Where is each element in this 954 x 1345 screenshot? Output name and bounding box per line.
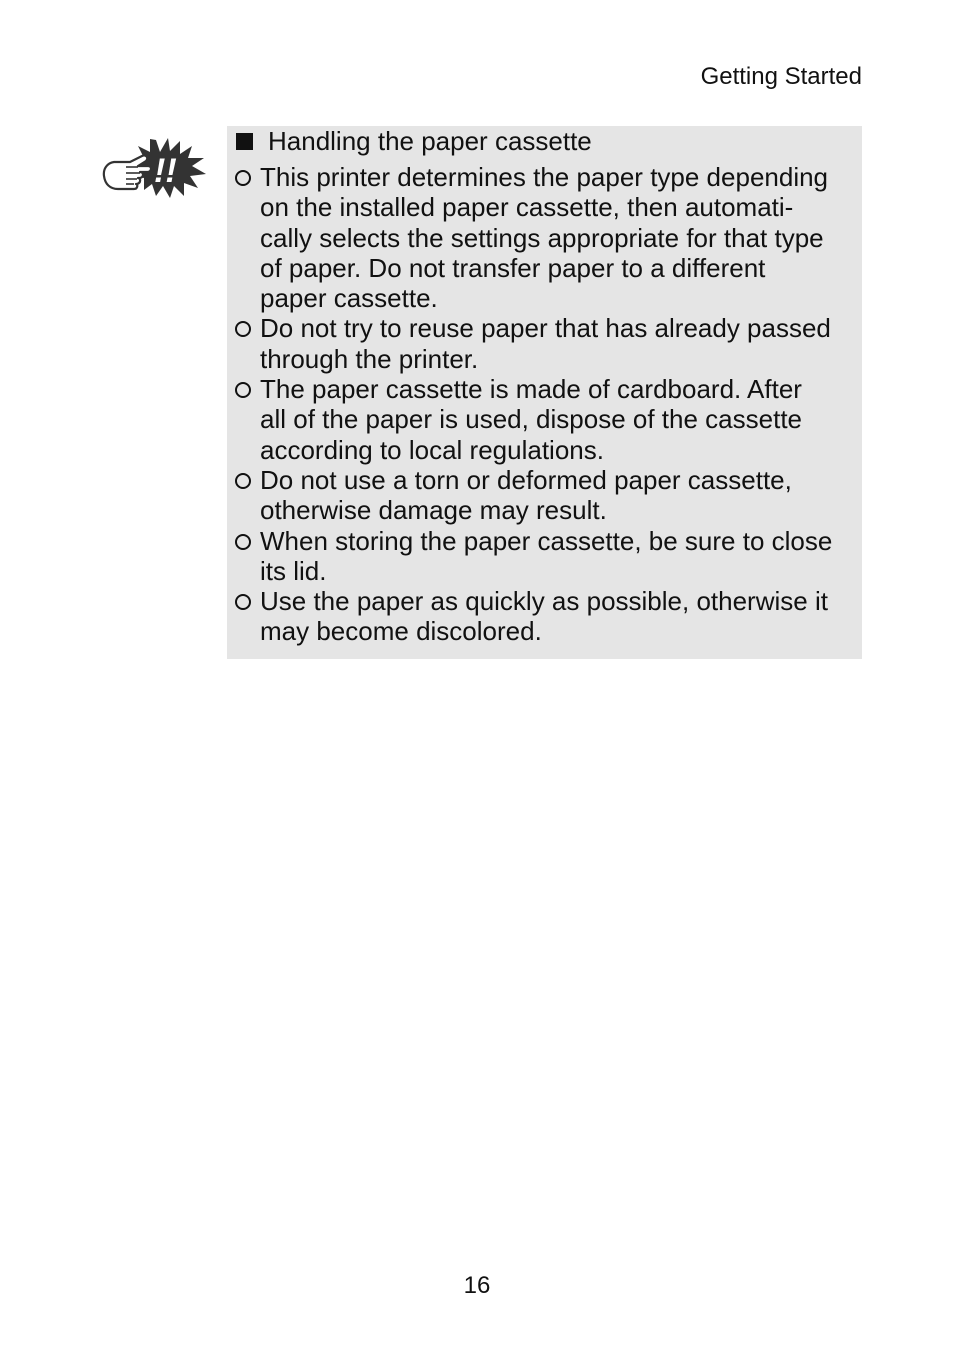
pointing-hand-caution-icon [100,136,208,198]
note-item [235,586,854,647]
note-item-line: The paper cassette is made of cardboard. After [260,374,802,405]
square-bullet-icon [236,133,253,150]
note-item-line: When storing the paper cassette, be sure to close [260,525,833,556]
note-heading-text: Handling the paper cassette [268,126,592,156]
note-item-line: all of the paper is used, dispose of the cassette [260,404,803,435]
note-item-line: according to local regulations. [260,434,604,465]
note-item-line: Do not try to reuse paper that has already passed [260,313,831,344]
circle-bullet-icon [235,473,251,489]
note-item-line: Do not use a torn or deformed paper cassette, [260,464,792,495]
note-heading [235,126,854,156]
running-header: Getting Started [700,63,862,90]
note-item-line: otherwise damage may result. [260,495,607,526]
note-item-line: of paper. Do not transfer paper to a different [260,252,766,283]
circle-bullet-icon [235,321,251,337]
note-item-line: its lid. [260,555,327,586]
note-list [235,162,854,647]
note-item-line: This printer determines the paper type depending [260,162,829,192]
note-item [235,374,854,465]
circle-bullet-icon [235,170,251,186]
note-item-line: on the installed paper cassette, then automati- [260,192,794,223]
circle-bullet-icon [235,594,251,610]
note-item-line: Use the paper as quickly as possible, otherwise it [260,586,828,617]
note-item-line: cally selects the settings appropriate for that type [260,222,824,253]
circle-bullet-icon [235,382,251,398]
note-item-line: through the printer. [260,343,479,374]
note-item-line: may become discolored. [260,616,542,647]
svg-text:!!: !! [154,152,177,190]
caution-note-box [227,126,862,659]
circle-bullet-icon [235,534,251,550]
note-item [235,465,854,526]
note-item [235,162,854,313]
page-number: 16 [463,1272,491,1299]
note-item [235,526,854,587]
note-item-line: paper cassette. [260,283,438,314]
note-item [235,313,854,374]
